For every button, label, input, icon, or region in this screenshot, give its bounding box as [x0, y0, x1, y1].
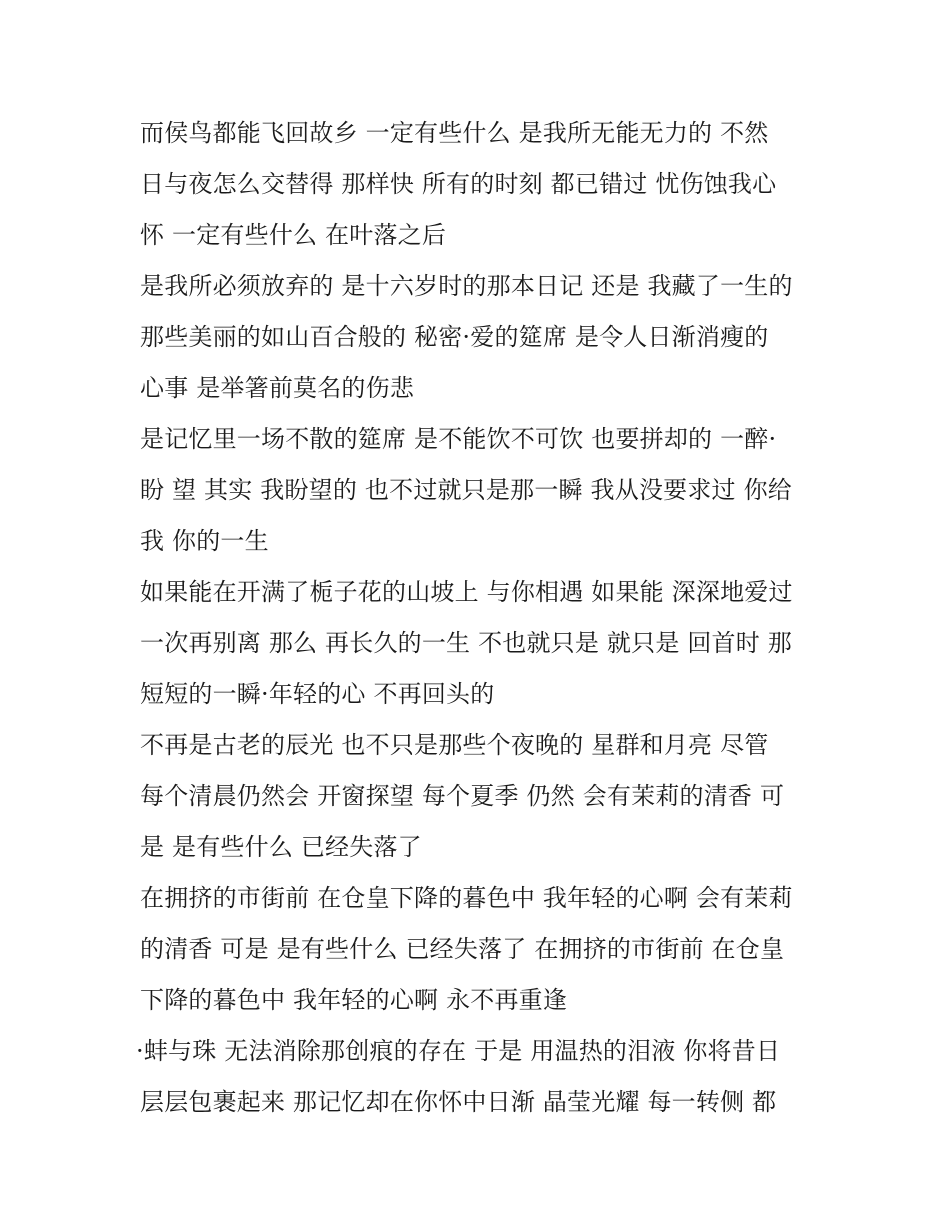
text-line: 而侯鸟都能飞回故乡 一定有些什么 是我所无能无力的 不然 — [140, 119, 769, 147]
text-line: 盼 望 其实 我盼望的 也不过就只是那一瞬 我从没要求过 你给 — [140, 476, 792, 504]
text-line: 是 是有些什么 已经失落了 — [140, 833, 422, 861]
text-line: 心事 是举箸前莫名的伤悲 — [140, 374, 415, 402]
text-line: 短短的一瞬·年轻的心 不再回头的 — [140, 680, 495, 708]
text-line: 下降的暮色中 我年轻的心啊 永不再重逢 — [140, 986, 568, 1014]
text-line: ·蚌与珠 无法消除那创痕的存在 于是 用温热的泪液 你将昔日 — [136, 1037, 781, 1065]
text-line: 如果能在开满了栀子花的山坡上 与你相遇 如果能 深深地爱过 — [140, 578, 793, 606]
text-line: 是记忆里一场不散的筵席 是不能饮不可饮 也要拼却的 一醉· — [140, 425, 777, 453]
text-line: 的清香 可是 是有些什么 已经失落了 在拥挤的市街前 在仓皇 — [140, 935, 785, 963]
text-line: 怀 一定有些什么 在叶落之后 — [140, 221, 447, 249]
text-line: 我 你的一生 — [140, 527, 269, 555]
text-line: 那些美丽的如山百合般的 秘密·爱的筵席 是令人日渐消瘦的 — [140, 323, 769, 351]
text-line: 不再是古老的辰光 也不只是那些个夜晚的 星群和月亮 尽管 — [140, 731, 769, 759]
text-line: 一次再别离 那么 再长久的一生 不也就只是 就只是 回首时 那 — [140, 629, 792, 657]
text-line: 每个清晨仍然会 开窗探望 每个夏季 仍然 会有茉莉的清香 可 — [140, 782, 785, 810]
text-line: 是我所必须放弃的 是十六岁时的那本日记 还是 我藏了一生的 — [140, 272, 793, 300]
text-line: 层层包裹起来 那记忆却在你怀中日渐 晶莹光耀 每一转侧 都 — [140, 1088, 777, 1116]
poem-text-block — [136, 108, 820, 1128]
text-line: 日与夜怎么交替得 那样快 所有的时刻 都已错过 忧伤蚀我心 — [140, 170, 777, 198]
text-line: 在拥挤的市街前 在仓皇下降的暮色中 我年轻的心啊 会有茉莉 — [140, 884, 793, 912]
